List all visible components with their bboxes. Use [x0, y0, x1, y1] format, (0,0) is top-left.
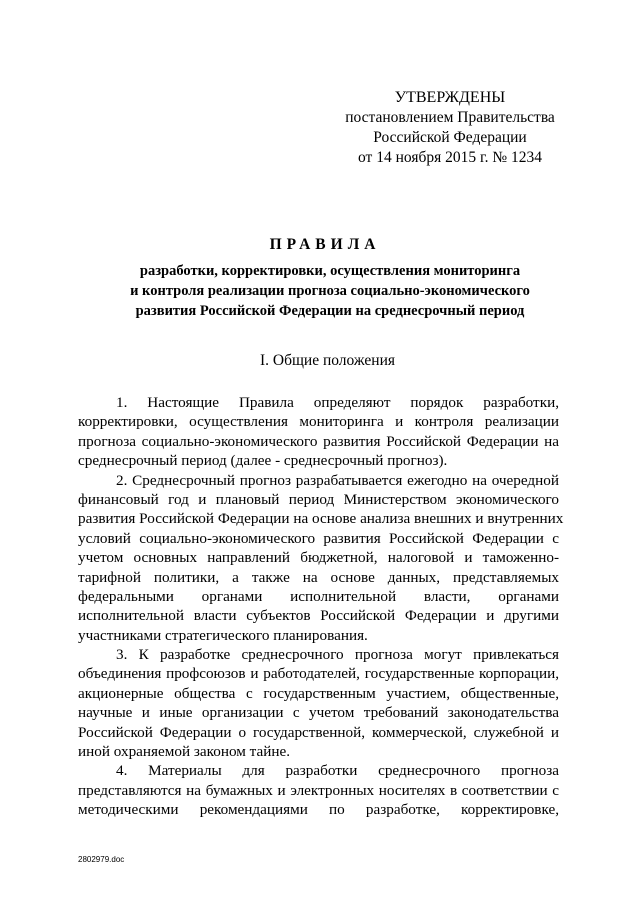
text-line: корректировки, осуществления мониторинга и контроля реализации [78, 413, 559, 431]
document-title: ПРАВИЛА [269, 236, 381, 253]
document-body [78, 393, 564, 820]
text-line: акционерные общества с государственным участием, общественные, [78, 684, 559, 702]
text-line: финансовый год и плановый период Министерством экономического [78, 490, 559, 508]
text-line: методическими рекомендациями по разработке, корректировке, [78, 801, 559, 819]
section-heading: I. Общие положения [259, 352, 396, 369]
approval-block [300, 88, 600, 168]
paragraph-2 [78, 471, 564, 646]
text-line: 3. К разработке среднесрочного прогноза могут привлекаться [116, 646, 559, 664]
subtitle-line: развития Российской Федерации на среднесрочный период [135, 303, 525, 319]
subtitle-line: разработки, корректировки, осуществления мониторинга [139, 263, 521, 279]
file-name-footer: 2802979.doc [78, 855, 125, 864]
text-line: иной охраняемой законом тайне. [78, 743, 291, 761]
approval-line-3: от 14 ноября 2015 г. № 1234 [358, 149, 542, 166]
text-line: федеральными органами исполнительной власти, органами [78, 587, 559, 605]
text-line: прогноза социально-экономического развития Российской Федерации на [78, 432, 559, 450]
text-line: развития Российской Федерации на основе анализа внешних и внутренних [78, 510, 564, 528]
paragraph-4 [78, 761, 559, 819]
text-line: 2. Среднесрочный прогноз разрабатывается ежегодно на очередной [116, 471, 559, 489]
text-line: участниками стратегического планирования. [78, 626, 368, 644]
text-line: научные и иные организации с учетом требований законодательства [78, 704, 559, 722]
text-line: 1. Настоящие Правила определяют порядок разработки, [116, 394, 559, 411]
text-line: 4. Материалы для разработки среднесрочного прогноза [116, 762, 559, 780]
text-line: объединения профсоюзов и работодателей, государственные корпорации, [78, 665, 559, 683]
text-line: Российской Федерации о государственной, коммерческой, служебной и [78, 723, 559, 741]
text-line: исполнительной власти субъектов Российской Федерации и другими [78, 607, 559, 625]
subtitle-line: и контроля реализации прогноза социально-экономического [130, 283, 530, 299]
paragraph-1 [78, 393, 559, 471]
text-line: условий социально-экономического развития Российской Федерации с [78, 529, 559, 547]
text-line: среднесрочный период (далее - среднесрочный прогноз). [78, 452, 448, 470]
paragraph-3 [78, 645, 559, 761]
approval-heading: УТВЕРЖДЕНЫ [394, 89, 506, 106]
approval-line-1: постановлением Правительства [345, 109, 555, 126]
document-subtitle [80, 261, 580, 321]
text-line: представляются на бумажных и электронных носителях в соответствии с [78, 781, 559, 799]
text-line: учетом основных направлений бюджетной, налоговой и таможенно- [78, 549, 559, 567]
approval-line-2: Российской Федерации [373, 129, 527, 146]
text-line: тарифной политики, а также на основе данных, представляемых [78, 568, 559, 586]
